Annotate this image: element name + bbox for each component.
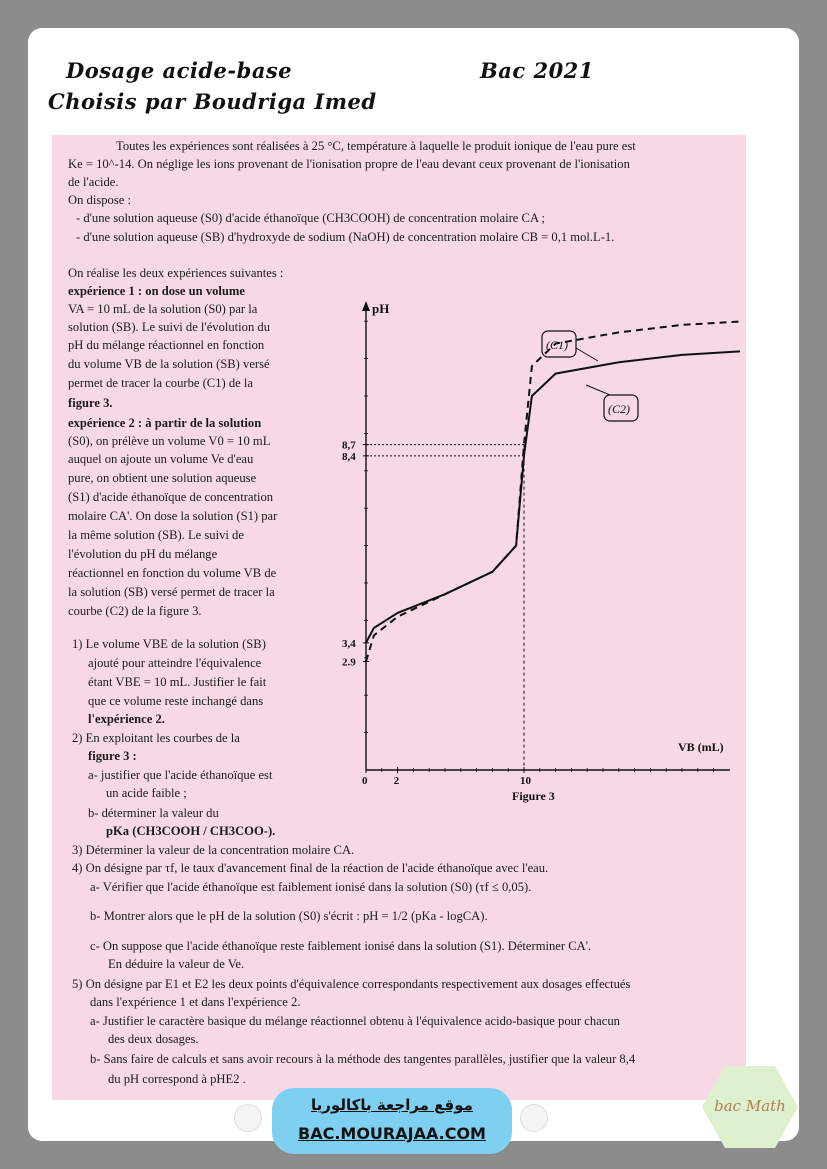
question-line: dans l'expérience 1 et dans l'expérience 2. — [90, 995, 301, 1009]
series-c2-curve — [366, 351, 740, 643]
question-line: a- Justifier le caractère basique du mélange réactionnel obtenu à l'équivalence acido-basique pour chacun — [90, 1014, 620, 1028]
x-tick-label: 10 — [520, 775, 531, 787]
intro-line: On dispose : — [68, 193, 131, 207]
bac-math-logo-text: bac Math — [714, 1097, 786, 1115]
question-line: du pH correspond à pHE2 . — [108, 1072, 246, 1086]
question-line: 4) On désigne par τf, le taux d'avancement final de la réaction de l'acide éthanoïque avec l'eau. — [72, 861, 549, 875]
left-line: On réalise les deux expériences suivantes : — [68, 266, 284, 280]
left-line: du volume VB de la solution (SB) versé — [68, 357, 270, 371]
bac-math-logo-icon — [700, 1064, 800, 1150]
question-2: figure 3 : — [88, 749, 137, 763]
c2-label: (C2) — [608, 402, 630, 416]
y-tick-label: 3,4 — [342, 637, 356, 650]
question-line: des deux dosages. — [108, 1032, 199, 1046]
question-2: b- déterminer la valeur du — [88, 806, 219, 820]
intro-line: Toutes les expériences sont réalisées à 25 °C, température à laquelle le produit ionique de l'eau pure est — [116, 139, 636, 153]
question-1: l'expérience 2. — [88, 712, 165, 726]
intro-line: de l'acide. — [68, 175, 119, 189]
question-1: 1) Le volume VBE de la solution (SB) — [72, 637, 266, 651]
chart-title: Figure 3 — [512, 789, 555, 803]
footer-arabic-text[interactable]: موقع مراجعة باكالوريا — [311, 1096, 473, 1114]
x-tick-label: 0 — [362, 775, 368, 787]
x-axis-label: VB (mL) — [678, 740, 724, 754]
site-logo-icon — [520, 1104, 548, 1132]
header-left-subtitle: Choisis par Boudriga Imed — [48, 89, 377, 114]
y-axis-arrow-icon — [362, 301, 370, 311]
y-tick-label: 8,4 — [342, 450, 356, 463]
left-line: expérience 1 : on dose un volume — [68, 284, 246, 298]
question-1: que ce volume reste inchangé dans — [88, 694, 264, 708]
question-line: b- Sans faire de calculs et sans avoir recours à la méthode des tangentes parallèles, justifier que la valeur 8,4 — [90, 1052, 636, 1066]
left-line: molaire CA'. On dose la solution (S1) par — [68, 509, 278, 523]
question-line: c- On suppose que l'acide éthanoïque reste faiblement ionisé dans la solution (S1). Déterminer CA'. — [90, 939, 592, 953]
y-axis-label: pH — [372, 301, 390, 316]
question-line: 5) On désigne par E1 et E2 les deux points d'équivalence correspondants respectivement aux dosages effectués — [72, 977, 631, 991]
question-2: a- justifier que l'acide éthanoïque est — [88, 768, 273, 782]
c1-label-leader — [576, 348, 598, 361]
question-line: 3) Déterminer la valeur de la concentration molaire CA. — [72, 843, 355, 857]
left-line: permet de tracer la courbe (C1) de la — [68, 376, 253, 390]
left-line: l'évolution du pH du mélange — [68, 547, 218, 561]
question-2: 2) En exploitant les courbes de la — [72, 731, 240, 745]
left-line: (S1) d'acide éthanoïque de concentration — [68, 490, 274, 504]
left-line: figure 3. — [68, 396, 113, 410]
intro-line: - d'une solution aqueuse (S0) d'acide éthanoïque (CH3COOH) de concentration molaire CA ; — [76, 211, 545, 225]
left-line: pH du mélange réactionnel en fonction — [68, 338, 265, 352]
header-right-title: Bac 2021 — [480, 58, 594, 83]
x-tick-label: 2 — [393, 775, 400, 787]
left-line: auquel on ajoute un volume Ve d'eau — [68, 452, 254, 466]
question-2: pKa (CH3COOH / CH3COO-). — [106, 824, 276, 838]
left-line: courbe (C2) de la figure 3. — [68, 604, 202, 618]
left-line: expérience 2 : à partir de la solution — [68, 416, 262, 430]
left-line: solution (SB). Le suivi de l'évolution du — [68, 320, 271, 334]
question-2: un acide faible ; — [106, 786, 187, 800]
left-line: la solution (SB) versé permet de tracer la — [68, 585, 275, 599]
figure-3-chart — [340, 295, 740, 815]
series-c1-curve — [366, 321, 740, 661]
intro-line: - d'une solution aqueuse (SB) d'hydroxyde de sodium (NaOH) de concentration molaire CB = 0,1 mol.L-1. — [76, 230, 615, 244]
c1-label: (C1) — [546, 338, 568, 352]
site-logo-icon — [234, 1104, 262, 1132]
left-line: (S0), on prélève un volume V0 = 10 mL — [68, 434, 271, 448]
y-tick-label: 8,7 — [342, 439, 356, 452]
question-1: ajouté pour atteindre l'équivalence — [88, 656, 262, 670]
left-line: la même solution (SB). Le suivi de — [68, 528, 244, 542]
question-line: En déduire la valeur de Ve. — [108, 957, 245, 971]
header-left-title: Dosage acide-base — [66, 58, 293, 83]
left-line: pure, on obtient une solution aqueuse — [68, 471, 257, 485]
question-line: a- Vérifier que l'acide éthanoïque est faiblement ionisé dans la solution (S0) (τf ≤ 0,05). — [90, 880, 532, 894]
intro-line: Ke = 10^-14. On néglige les ions provenant de l'ionisation propre de l'eau devant ceux provenant de l'ionisation — [68, 157, 630, 171]
question-line: b- Montrer alors que le pH de la solution (S0) s'écrit : pH = 1/2 (pKa - logCA). — [90, 909, 488, 923]
c2-label-leader — [586, 385, 610, 395]
y-tick-label: 2.9 — [342, 656, 356, 669]
left-line: VA = 10 mL de la solution (S0) par la — [68, 302, 258, 316]
question-1: étant VBE = 10 mL. Justifier le fait — [88, 675, 267, 689]
left-line: réactionnel en fonction du volume VB de — [68, 566, 277, 580]
footer-url-link[interactable]: BAC.MOURAJAA.COM — [298, 1124, 486, 1143]
